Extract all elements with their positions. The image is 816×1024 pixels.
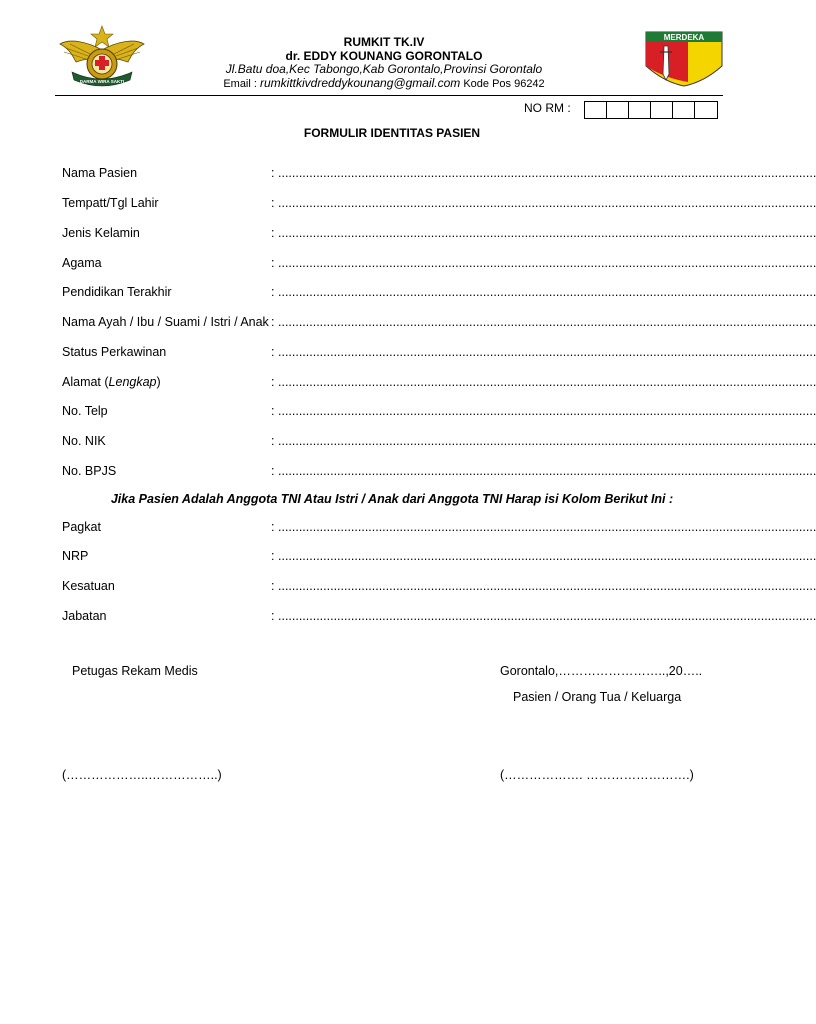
field-colon: : — [271, 196, 275, 210]
field-label: Agama — [62, 256, 102, 270]
field-label: Nama Ayah / Ibu / Suami / Istri / Anak — [62, 315, 269, 329]
no-rm-label: NO RM : — [524, 101, 571, 115]
postal-code: Kode Pos 96242 — [460, 78, 545, 90]
field-fill-line[interactable]: ........................................................................................................................................................... — [278, 375, 816, 389]
no-rm-digit-box[interactable] — [673, 102, 695, 118]
field-colon: : — [271, 345, 275, 359]
field-colon: : — [271, 226, 275, 240]
hospital-address: Jl.Batu doa,Kec Tabongo,Kab Gorontalo,Provinsi Gorontalo — [225, 62, 543, 76]
email-address: rumkittkivdreddykounang@gmail.com — [260, 76, 461, 90]
field-label — [62, 375, 161, 389]
patient-family-title: Pasien / Orang Tua / Keluarga — [513, 690, 682, 704]
field-row-nama-keluarga — [62, 315, 816, 331]
field-fill-line[interactable]: ........................................................................................................................................................... — [278, 579, 816, 593]
field-fill-line[interactable]: ........................................................................................................................................................... — [278, 549, 816, 563]
field-row-tempat-tgl-lahir — [62, 196, 816, 212]
field-colon: : — [271, 404, 275, 418]
no-rm-digit-box[interactable] — [607, 102, 629, 118]
field-fill-line[interactable]: ........................................................................................................................................................... — [278, 520, 816, 534]
email-label: Email : — [223, 78, 260, 90]
no-rm-digit-box[interactable] — [695, 102, 717, 118]
hospital-emblem-icon — [58, 24, 146, 90]
hospital-name: RUMKIT TK.IV — [343, 35, 425, 49]
field-fill-line[interactable]: ........................................................................................................................................................... — [278, 256, 816, 270]
field-fill-line[interactable]: ........................................................................................................................................................... — [278, 315, 816, 329]
officer-signature-line[interactable]: (………………..……………..) — [62, 768, 222, 782]
field-colon: : — [271, 579, 275, 593]
no-rm-digit-box[interactable] — [629, 102, 651, 118]
field-row-nama-pasien — [62, 166, 816, 182]
field-label-prefix: Alamat ( — [62, 375, 109, 389]
field-row-jenis-kelamin — [62, 226, 816, 242]
field-colon: : — [271, 285, 275, 299]
field-fill-line[interactable]: ........................................................................................................................................................... — [278, 345, 816, 359]
svg-text:DARMA WIRA SAKTI: DARMA WIRA SAKTI — [79, 79, 125, 84]
form-title: FORMULIR IDENTITAS PASIEN — [303, 126, 481, 140]
field-row-no-bpjs — [62, 464, 816, 480]
field-fill-line[interactable]: ........................................................................................................................................................... — [278, 285, 816, 299]
field-label: Tempatt/Tgl Lahir — [62, 196, 159, 210]
field-label: No. Telp — [62, 404, 108, 418]
field-fill-line[interactable]: ........................................................................................................................................................... — [278, 226, 816, 240]
merdeka-shield-icon — [644, 30, 724, 88]
place-date-line[interactable]: Gorontalo,……………………..,20….. — [500, 664, 703, 678]
field-row-pangkat — [62, 520, 816, 536]
field-label: Kesatuan — [62, 579, 115, 593]
officer-title: Petugas Rekam Medis — [72, 664, 198, 678]
field-colon: : — [271, 256, 275, 270]
tni-instruction-note: Jika Pasien Adalah Anggota TNI Atau Istri / Anak dari Anggota TNI Harap isi Kolom Berikut Ini : — [110, 492, 674, 506]
field-colon: : — [271, 375, 275, 389]
field-label: Jabatan — [62, 609, 107, 623]
field-fill-line[interactable]: ........................................................................................................................................................... — [278, 166, 816, 180]
field-colon: : — [271, 166, 275, 180]
field-colon: : — [271, 520, 275, 534]
field-fill-line[interactable]: ........................................................................................................................................................... — [278, 609, 816, 623]
field-label: Pagkat — [62, 520, 101, 534]
field-fill-line[interactable]: ........................................................................................................................................................... — [278, 434, 816, 448]
no-rm-input-boxes[interactable] — [584, 101, 718, 119]
field-fill-line[interactable]: ........................................................................................................................................................... — [278, 196, 816, 210]
header-divider — [55, 95, 723, 96]
field-label: No. NIK — [62, 434, 106, 448]
field-colon: : — [271, 464, 275, 478]
svg-text:MERDEKA: MERDEKA — [663, 33, 705, 42]
field-row-kesatuan — [62, 579, 816, 595]
field-colon: : — [271, 315, 275, 329]
field-row-agama — [62, 256, 816, 272]
field-row-no-nik — [62, 434, 816, 450]
field-label-italic: Lengkap — [108, 375, 157, 389]
field-row-nrp — [62, 549, 816, 565]
field-colon: : — [271, 609, 275, 623]
field-row-no-telp — [62, 404, 816, 420]
no-rm-digit-box[interactable] — [651, 102, 673, 118]
field-label: Nama Pasien — [62, 166, 138, 180]
field-row-status-perkawinan — [62, 345, 816, 361]
field-label: Jenis Kelamin — [62, 226, 140, 240]
field-label: NRP — [62, 549, 89, 563]
patient-signature-line[interactable]: (………………. …………………….) — [500, 768, 694, 782]
field-label: Pendidikan Terakhir — [62, 285, 172, 299]
field-row-jabatan — [62, 609, 816, 625]
field-fill-line[interactable]: ........................................................................................................................................................... — [278, 404, 816, 418]
hospital-contact — [180, 76, 588, 90]
field-colon: : — [271, 549, 275, 563]
field-colon: : — [271, 434, 275, 448]
field-row-alamat — [62, 375, 816, 391]
field-label-suffix: ) — [156, 375, 161, 389]
no-rm-digit-box[interactable] — [585, 102, 607, 118]
field-fill-line[interactable]: ........................................................................................................................................................... — [278, 464, 816, 478]
field-label: Status Perkawinan — [62, 345, 167, 359]
field-label: No. BPJS — [62, 464, 117, 478]
field-row-pendidikan — [62, 285, 816, 301]
hospital-subname: dr. EDDY KOUNANG GORONTALO — [285, 49, 483, 63]
